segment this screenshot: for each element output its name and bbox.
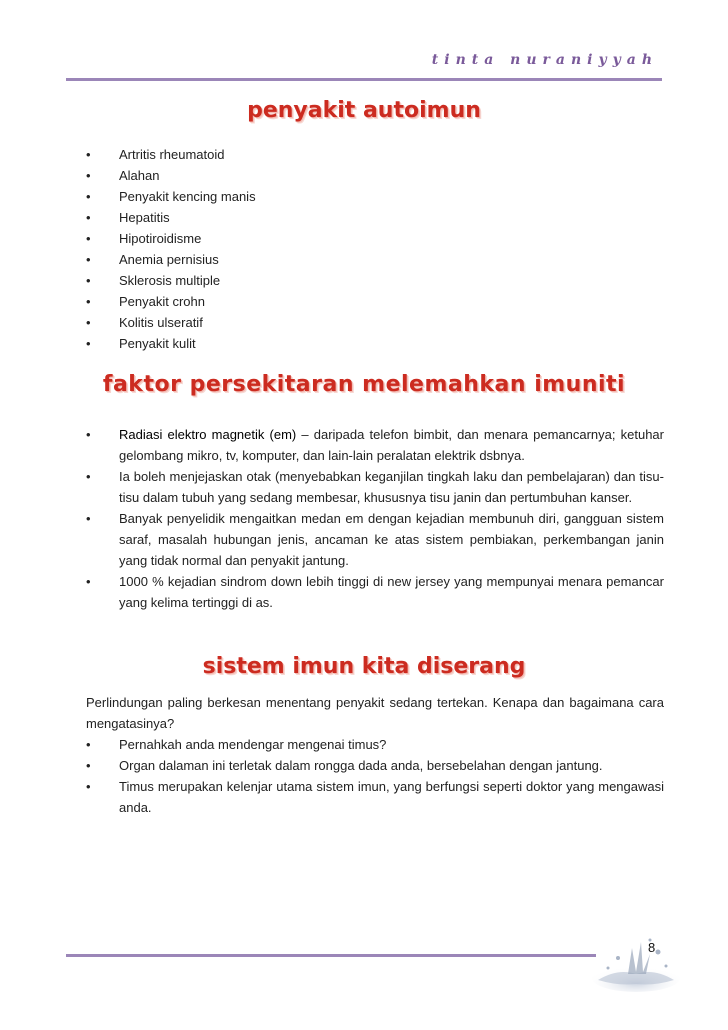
list-item: • Penyakit kencing manis bbox=[86, 186, 664, 207]
bullet: • bbox=[86, 336, 91, 351]
bullet: • bbox=[86, 511, 91, 526]
bullet: • bbox=[86, 168, 91, 183]
water-splash-image bbox=[588, 928, 684, 994]
page-header bbox=[66, 52, 662, 82]
bullet: • bbox=[86, 210, 91, 225]
bullet: • bbox=[86, 758, 91, 773]
footer-rule bbox=[66, 954, 596, 957]
header-rule bbox=[66, 78, 662, 81]
list-item: • Hepatitis bbox=[86, 207, 664, 228]
list-item: • Pernahkah anda mendengar mengenai timus? bbox=[86, 734, 664, 755]
bullet: • bbox=[86, 252, 91, 267]
bullet: • bbox=[86, 294, 91, 309]
autoimmune-list bbox=[86, 144, 664, 354]
list-item: • Ia boleh menjejaskan otak (menyebabkan keganjilan tingkah laku dan pembelajaran) dan tisu-tisu dalam tubuh yang sedang membesar, khususnya tisu janin dan pertumbuhan kanser. bbox=[86, 466, 664, 508]
bullet: • bbox=[86, 779, 91, 794]
heading-attacked: sistem imun kita diserang bbox=[202, 654, 526, 679]
list-item: • Sklerosis multiple bbox=[86, 270, 664, 291]
bullet: • bbox=[86, 315, 91, 330]
em-radiation-term: Radiasi elektro magnetik (em) bbox=[119, 427, 297, 442]
list-item: • Radiasi elektro magnetik (em) – daripada telefon bimbit, dan menara pemancarnya; ketuhar gelombang mikro, tv, komputer, dan lain-lain peralatan elektrik dsbnya. bbox=[86, 424, 664, 466]
list-item: • Anemia pernisius bbox=[86, 249, 664, 270]
list-item: • Banyak penyelidik mengaitkan medan em dengan kejadian membunuh diri, gangguan sistem saraf, masalah hubungan jenis, ancaman ke atas sistem pembiakan, perkembangan janin yang tidak normal dan penyakit jantung. bbox=[86, 508, 664, 571]
page-number: 8 bbox=[648, 940, 656, 955]
list-item: • Hipotiroidisme bbox=[86, 228, 664, 249]
bullet: • bbox=[86, 189, 91, 204]
bullet: • bbox=[86, 231, 91, 246]
bullet: • bbox=[86, 737, 91, 752]
list-item: • Organ dalaman ini terletak dalam rongga dada anda, bersebelahan dengan jantung. bbox=[86, 755, 664, 776]
heading-environment: faktor persekitaran melemahkan imuniti bbox=[102, 372, 626, 397]
list-item: • Penyakit kulit bbox=[86, 333, 664, 354]
environment-list bbox=[86, 424, 664, 613]
bullet: • bbox=[86, 147, 91, 162]
list-item: • Artritis rheumatoid bbox=[86, 144, 664, 165]
bullet: • bbox=[86, 427, 91, 442]
heading-autoimmune: penyakit autoimun bbox=[247, 98, 481, 123]
list-item: • Kolitis ulseratif bbox=[86, 312, 664, 333]
list-item: • Penyakit crohn bbox=[86, 291, 664, 312]
list-item: • Alahan bbox=[86, 165, 664, 186]
thymus-list bbox=[86, 734, 664, 818]
list-item: • 1000 % kejadian sindrom down lebih tinggi di new jersey yang mempunyai menara pemancar yang kelima tertinggi di as. bbox=[86, 571, 664, 613]
bullet: • bbox=[86, 574, 91, 589]
header-title: tinta nuraniyyah bbox=[431, 52, 658, 68]
list-item: • Timus merupakan kelenjar utama sistem imun, yang berfungsi seperti doktor yang mengawasi anda. bbox=[86, 776, 664, 818]
intro-paragraph: Perlindungan paling berkesan menentang penyakit sedang tertekan. Kenapa dan bagaimana cara mengatasinya? bbox=[86, 695, 664, 731]
bullet: • bbox=[86, 273, 91, 288]
bullet: • bbox=[86, 469, 91, 484]
